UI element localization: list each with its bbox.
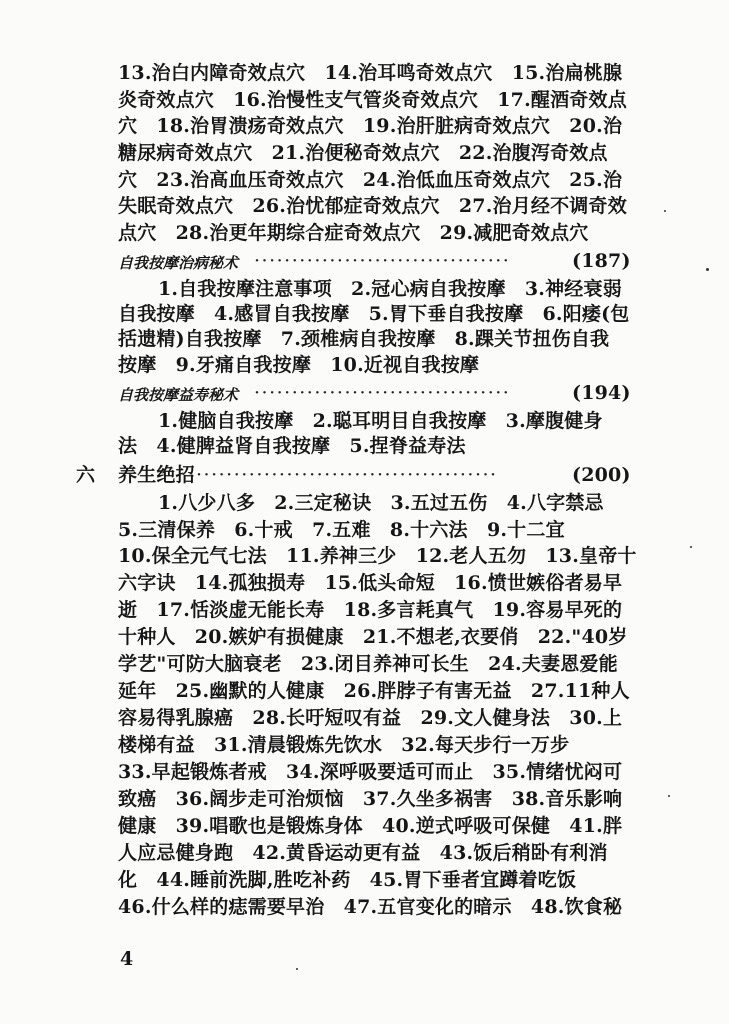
leader-dots: ········································ <box>196 464 498 486</box>
section-page: (187) <box>572 250 631 272</box>
chapter-title: 养生绝招 <box>118 464 195 486</box>
chapter-number: 六 <box>76 464 96 486</box>
scan-speck <box>690 546 692 548</box>
chapter-page: (200) <box>572 464 631 486</box>
scan-speck <box>664 210 666 212</box>
scan-speck <box>668 795 670 797</box>
leader-dots: ·································· <box>254 382 511 404</box>
leader-dots: ·································· <box>254 250 511 272</box>
scan-speck <box>296 968 298 970</box>
section-title: 自我按摩益寿秘术 <box>118 386 239 404</box>
page-number: 4 <box>120 948 134 970</box>
scan-speck <box>706 268 709 271</box>
section-title: 自我按摩治病秘术 <box>118 254 239 272</box>
section-page: (194) <box>572 382 631 404</box>
document-page: 13.治白内障奇效点穴 14.治耳鸣奇效点穴 15.治扁桃腺 炎奇效点穴 16.治慢性支气管炎奇效点穴 17.醒酒奇效点 穴 18.治胃溃疡奇效点穴 19.治肝脏病奇效点穴 20.治 糖尿病奇效点穴 21.治便秘奇效点穴 22.治腹泻奇效点 穴 23.治高血压奇效点穴 24.治低血压奇效点穴 25.治 失眠奇效点穴 26.治忧郁症奇效点穴 27.治月经不调奇效 点穴 28.治更年期综合症奇效点穴 29.减肥奇效点穴 自我按摩治病秘术 ·································· (187) 1.自我按摩注意事项 2.冠心病自我按摩 3.神经衰弱 自我按摩 4.感冒自我按摩 5.胃下垂自我按摩 6.阳痿(包 括遗精)自我按摩 7.颈椎病自我按摩 8.踝关节扭伤自我 按摩 9.牙痛自我按摩 10.近视自我按摩 自我按摩益寿秘术 ·································· (194) 1.健脑自我按摩 2.聪耳明目自我按摩 3.摩腹健身 法 4.健脾益肾自我按摩 5.捏脊益寿法 六 养生绝招 ········································ (200) 1.八少八多 2.三定秘诀 3.五过五伤 4.八字禁忌 5.三清保养 6.十戒 7.五难 8.十六法 9.十二宜 10.保全元气七法 11.养神三少 12.老人五勿 13.皇帝十 六字诀 14.孤独损寿 15.低头命短 16.愤世嫉俗者易早 逝 17.恬淡虚无能长寿 18.多言耗真气 19.容易早死的 十种人 20.嫉妒有损健康 21.不想老,衣要俏 22."40岁 学艺"可防大脑衰老 23.闭目养神可长生 24.夫妻恩爱能 延年 25.幽默的人健康 26.胖脖子有害无益 27.11种人 容易得乳腺癌 28.长吁短叹有益 29.文人健身法 30.上 楼梯有益 31.清晨锻炼先饮水 32.每天步行一万步 33.早起锻炼者戒 34.深呼吸要适可而止 35.情绪忧闷可 致癌 36.阔步走可治烦恼 37.久坐多祸害 38.音乐影响 健康 39.唱歌也是锻炼身体 40.逆式呼吸可保健 41.胖 人应忌健身跑 42.黄昏运动更有益 43.饭后稍卧有利消 化 44.睡前洗脚,胜吃补药 45.胃下垂者宜蹲着吃饭 46.什么样的痣需要早治 47.五官变化的暗示 48.饮食秘 4 <box>0 0 729 1024</box>
